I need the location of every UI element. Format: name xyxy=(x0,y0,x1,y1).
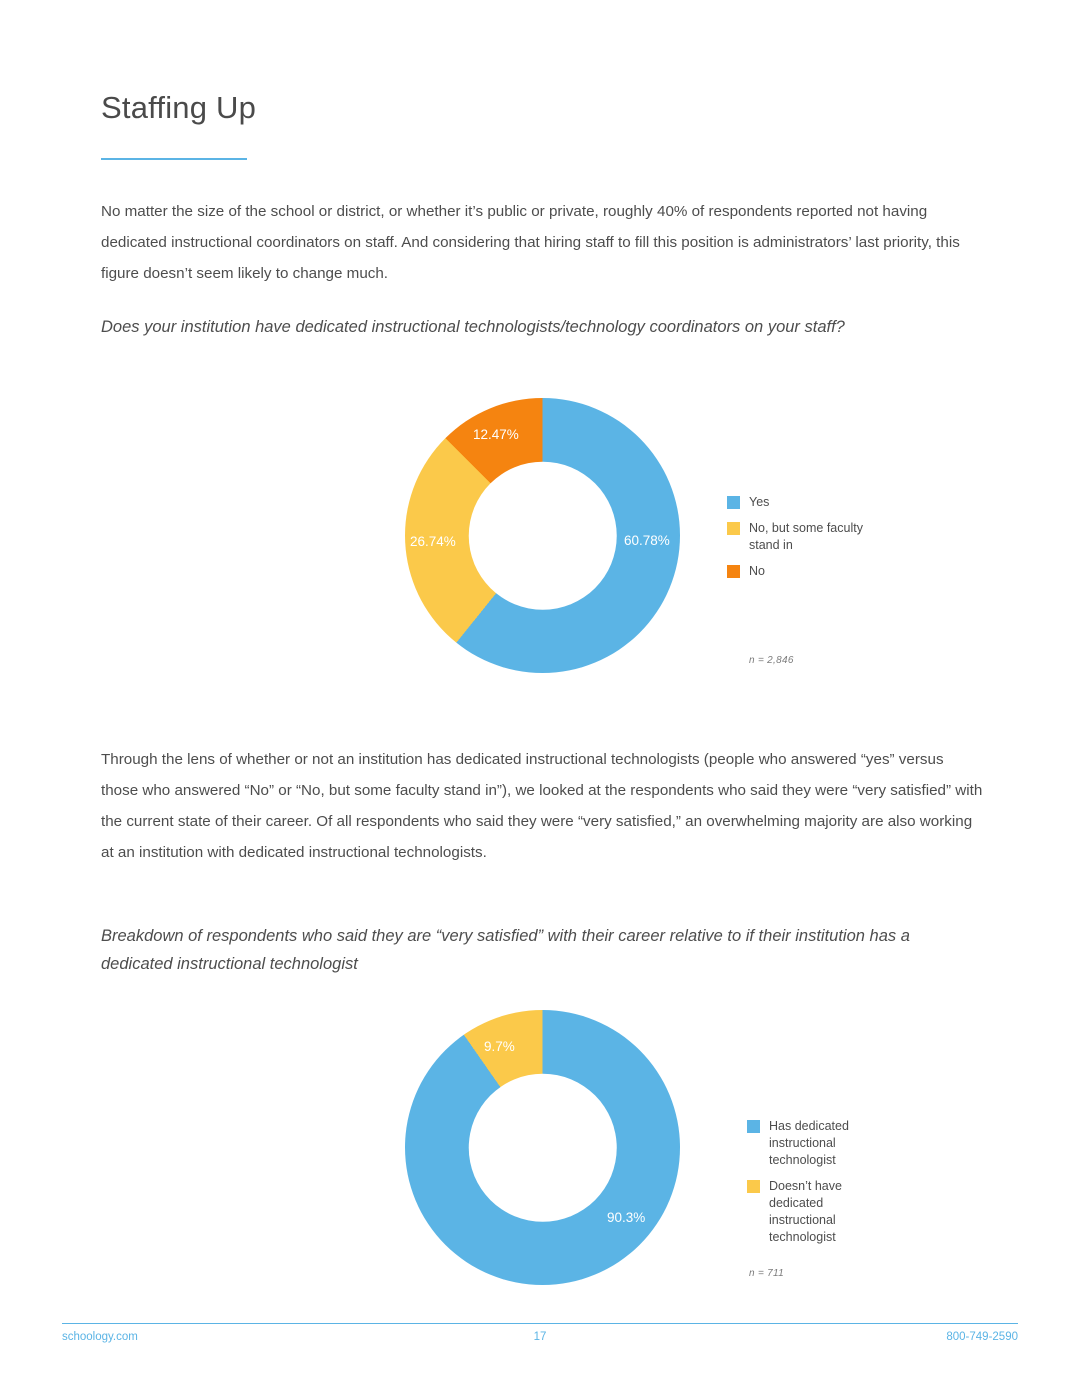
donut-2-label-hasnt: 9.7% xyxy=(484,1039,515,1054)
donut-chart-1-sample-size: n = 2,846 xyxy=(749,655,794,666)
page-title: Staffing Up xyxy=(101,90,257,125)
chart-question-1: Does your institution have dedicated instructional technologists/technology coordinators on your staff? xyxy=(101,318,845,336)
donut-1-label-no: 12.47% xyxy=(473,427,519,442)
legend-label: No, but some faculty stand in xyxy=(749,521,863,552)
legend-swatch-icon xyxy=(727,565,740,578)
donut-chart-1-hole xyxy=(468,461,617,610)
legend-label: Doesn’t have dedicated instructional technologist xyxy=(769,1179,842,1244)
legend-item xyxy=(747,1178,884,1246)
donut-chart-2-ring xyxy=(405,1010,680,1285)
donut-chart-2 xyxy=(405,1010,680,1285)
title-divider xyxy=(101,158,247,160)
legend-swatch-icon xyxy=(747,1180,760,1193)
paragraph-intro: No matter the size of the school or district, or whether it’s public or private, roughly 40% of respondents reported not having dedicated instructional coordinators on staff. And considering that hiring staff to fill this position is administrators’ last priority, this figure doesn’t seem likely to change much. xyxy=(101,203,960,282)
legend-item xyxy=(727,520,864,554)
legend-swatch-icon xyxy=(727,522,740,535)
donut-2-label-has: 90.3% xyxy=(607,1210,646,1225)
legend-item xyxy=(747,1118,884,1169)
legend-label: Has dedicated instructional technologist xyxy=(769,1119,849,1167)
footer-phone[interactable]: 800-749-2590 xyxy=(946,1331,1018,1343)
paragraph-analysis: Through the lens of whether or not an institution has dedicated instructional technologists (people who answered “yes” versus those who answered “No” or “No, but some faculty stand in”), we looked at the respondents who said they were “very satisfied” with the current state of their career. Of all respondents who said they were “very satisfied,” an overwhelming majority are also working at an institution with dedicated instructional technologists. xyxy=(101,751,983,861)
legend-item xyxy=(727,494,864,511)
footer-website[interactable]: schoology.com xyxy=(62,1331,138,1343)
donut-chart-1-legend xyxy=(727,494,864,589)
chart-question-2: Breakdown of respondents who said they are “very satisfied” with their career relative to if their institution has a dedicated instructional technologist xyxy=(101,927,910,973)
donut-chart-2-hole xyxy=(468,1073,617,1222)
legend-label: Yes xyxy=(749,495,770,509)
legend-item xyxy=(727,563,864,580)
footer-page-number: 17 xyxy=(533,1331,547,1343)
donut-chart-2-legend xyxy=(747,1118,884,1255)
legend-swatch-icon xyxy=(747,1120,760,1133)
donut-1-label-yes: 60.78% xyxy=(624,533,670,548)
donut-chart-1 xyxy=(405,398,680,673)
donut-chart-2-sample-size: n = 711 xyxy=(749,1268,785,1279)
legend-label: No xyxy=(749,564,765,578)
legend-swatch-icon xyxy=(727,496,740,509)
footer-divider xyxy=(62,1323,1018,1324)
donut-1-label-some: 26.74% xyxy=(410,534,456,549)
